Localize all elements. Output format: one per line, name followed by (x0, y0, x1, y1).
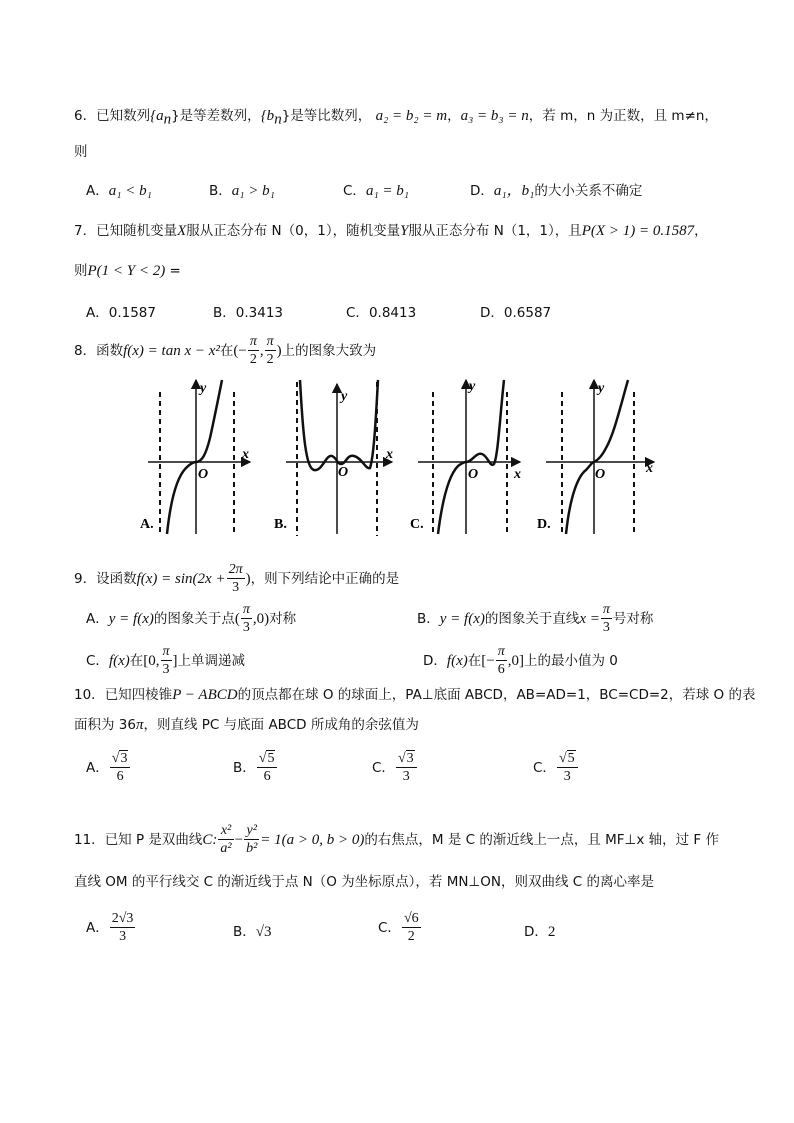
text-fragment: n (274, 111, 282, 128)
text-fragment: P(X > 1) = 0.1587 (581, 223, 695, 239)
text-fragment: − (234, 832, 244, 848)
text-fragment: f(x) (446, 653, 468, 669)
text-fragment: y = f(x) (439, 611, 485, 627)
text-fragment: 在 (467, 653, 482, 669)
curve (566, 380, 628, 534)
text-fragment: Y (400, 223, 409, 239)
text-fragment: 3 (406, 751, 414, 766)
text-fragment: B． (233, 760, 256, 776)
text-fragment: 2 (266, 352, 274, 367)
q11-stem-cont: 直线 OM 的平行线交 C 的渐近线于点 N（O 为坐标原点），若 MN⊥ON，则双曲线 C 的离心率是 (74, 874, 654, 890)
text-fragment: π (135, 717, 144, 733)
text-fragment: C． (378, 920, 401, 936)
q7-option-d[interactable] (480, 301, 551, 321)
text-fragment: ] (172, 653, 178, 669)
text-fragment: 3 (120, 751, 128, 766)
text-fragment: 设函数 (96, 571, 137, 587)
text-fragment: 上的图象大致为 (281, 343, 377, 359)
text-fragment: 已知 P 是双曲线 (104, 832, 203, 848)
text-fragment: f(x) = tan x − x² (123, 343, 220, 359)
text-fragment: {a (150, 108, 164, 124)
text-fragment: 2 (547, 924, 556, 940)
text-fragment: f(x) (108, 653, 130, 669)
q8-graph-options (140, 376, 660, 536)
q11-option-b[interactable] (233, 920, 272, 941)
text-fragment: π (249, 334, 257, 349)
text-fragment: 的图象关于直线 (484, 611, 580, 627)
q8-stem (74, 335, 376, 367)
text-fragment: x² (218, 824, 233, 840)
origin-label: O (338, 465, 349, 480)
text-fragment: 2 (407, 929, 415, 944)
text-fragment: D． (524, 924, 548, 940)
text-fragment: 3 (242, 620, 250, 635)
q9-option-b[interactable] (417, 603, 653, 635)
text-fragment: π (242, 602, 250, 617)
q6-stem (74, 106, 718, 130)
text-fragment: D． (470, 183, 494, 199)
text-fragment: a₁ > b₁ (231, 183, 275, 199)
q9-stem (74, 563, 399, 595)
text-fragment: ， (694, 223, 708, 239)
text-fragment: B． (417, 611, 440, 627)
text-fragment: ，则直线 PC 与底面 ABCD 所成角的余弦值为 (143, 717, 419, 733)
text-fragment: 在 (129, 653, 144, 669)
q7-option-c[interactable] (346, 301, 416, 321)
q11-option-a[interactable] (86, 912, 136, 944)
text-fragment: D． (423, 653, 447, 669)
q6-option-a[interactable] (86, 179, 152, 200)
text-fragment: , (259, 343, 264, 359)
text-fragment: √6 (403, 911, 419, 926)
text-fragment: X (177, 223, 187, 239)
text-fragment: a₂ = b₂ = m (375, 108, 448, 124)
y-label: y (469, 379, 476, 394)
q6-stem-cont: 则 (74, 144, 88, 160)
x-label: x (514, 467, 521, 482)
text-fragment: 3 (402, 769, 410, 784)
q10-stem (74, 685, 755, 705)
text-fragment: B． (209, 183, 232, 199)
text-fragment: x = (579, 611, 600, 627)
text-fragment: a² (220, 841, 232, 856)
text-fragment: 上的最小值为 0 (523, 653, 618, 669)
text-fragment: π (162, 644, 170, 659)
x-label: x (386, 447, 393, 462)
text-fragment: 2π (228, 562, 243, 577)
text-fragment: 的大小关系不确定 (534, 183, 643, 199)
text-fragment: 3 (602, 620, 610, 635)
x-label: x (242, 447, 249, 462)
text-fragment: D． (480, 305, 504, 321)
text-fragment: ) (245, 571, 251, 587)
text-fragment: 已知四棱锥 (104, 687, 173, 703)
text-fragment: 则 (74, 263, 88, 279)
curve (167, 380, 222, 534)
text-fragment: = 1(a > 0, b > 0) (260, 832, 365, 848)
text-fragment: 的顶点都在球 O 的球面上，PA⊥底面 ABCD，AB=AD=1，BC=CD=2，若球 O 的表 (237, 687, 756, 703)
text-fragment: y² (244, 824, 259, 840)
text-fragment: P(1 < Y < 2) (87, 263, 166, 279)
q11-option-d[interactable] (524, 920, 555, 941)
q8-graph-a[interactable] (140, 380, 250, 536)
origin-label: O (198, 467, 209, 482)
text-fragment: B． (213, 305, 236, 321)
text-fragment: 3 (119, 929, 127, 944)
y-label: y (341, 389, 348, 404)
q7-option-b[interactable] (213, 301, 283, 321)
text-fragment: C． (346, 305, 369, 321)
text-fragment: (− (233, 343, 247, 359)
q10-option-d[interactable]: C． $\frac{√5}{3}$ (533, 752, 579, 784)
y-label: y (598, 381, 605, 396)
text-fragment: }是等差数列， (171, 108, 261, 124)
text-fragment: 上单调递减 (177, 653, 246, 669)
text-fragment: A． (86, 183, 109, 199)
text-fragment: 11． (74, 832, 105, 848)
text-fragment: 服从正态分布 N（0，1），随机变量 (186, 223, 401, 239)
text-fragment: 的右焦点，M 是 C 的渐近线上一点，且 MF⊥x 轴，过 F 作 (364, 832, 719, 848)
text-fragment: a₁，b₁ (493, 183, 535, 199)
text-fragment: 7． (74, 223, 97, 239)
text-fragment: √3 (255, 924, 272, 940)
text-fragment: 10． (74, 687, 105, 703)
origin-label: O (595, 467, 606, 482)
text-fragment: 服从正态分布 N（1，1），且 (408, 223, 582, 239)
text-fragment: 2√3 (111, 911, 134, 926)
text-fragment: a₁ < b₁ (108, 183, 152, 199)
q8-graph-c[interactable] (410, 379, 521, 536)
text-fragment: ， (447, 108, 461, 124)
graph-label-d: D. (537, 517, 551, 532)
text-fragment: C． (372, 760, 395, 776)
q6-option-c[interactable] (343, 179, 409, 200)
text-fragment: A． (86, 305, 109, 321)
q7-option-a[interactable] (86, 301, 156, 321)
text-fragment: {b (260, 108, 275, 124)
text-fragment: 6． (74, 108, 97, 124)
q10-option-a[interactable]: A． $\frac{√3}{6}$ (86, 752, 131, 784)
text-fragment: A． (86, 920, 109, 936)
q8-graph-b[interactable] (274, 380, 393, 536)
q11-option-c[interactable] (378, 912, 422, 944)
q11-stem (74, 824, 719, 856)
graph-label-a: A. (140, 517, 154, 532)
text-fragment: 5 (567, 751, 575, 766)
q10-option-c[interactable]: C． $\frac{√3}{3}$ (372, 752, 418, 784)
text-fragment: 对称 (269, 611, 297, 627)
text-fragment: 0.1587 (108, 305, 156, 321)
text-fragment: 的图象关于点 (153, 611, 235, 627)
text-fragment: = (165, 263, 181, 279)
curve (438, 380, 504, 534)
text-fragment: 2 (249, 352, 257, 367)
text-fragment: π (497, 644, 505, 659)
q9-option-c[interactable] (86, 645, 245, 677)
graph-label-c: C. (410, 517, 424, 532)
q6-option-b[interactable] (209, 179, 275, 200)
q7-stem (74, 221, 708, 241)
text-fragment: C． (86, 653, 109, 669)
text-fragment: 已知数列 (96, 108, 151, 124)
q9-option-a[interactable] (86, 603, 296, 635)
text-fragment: 0.8413 (368, 305, 417, 321)
text-fragment: C． (533, 760, 556, 776)
text-fragment: [0, (143, 653, 160, 669)
y-label: y (200, 381, 207, 396)
text-fragment: 8． (74, 343, 97, 359)
text-fragment: [− (481, 653, 495, 669)
q6-option-d[interactable] (470, 179, 642, 200)
curve (300, 380, 378, 470)
text-fragment: π (602, 602, 610, 617)
text-fragment: 3 (162, 662, 170, 677)
x-label: x (646, 461, 653, 476)
text-fragment: a₃ = b₃ = n (460, 108, 529, 124)
text-fragment: a₁ = b₁ (365, 183, 409, 199)
text-fragment: n (163, 111, 172, 128)
text-fragment: b² (246, 841, 258, 856)
text-fragment: 6 (497, 662, 505, 677)
q10-stem-cont (74, 715, 419, 735)
origin-label: O (468, 467, 479, 482)
text-fragment: 3 (232, 580, 240, 595)
text-fragment: }是等比数列， (281, 108, 372, 124)
text-fragment: ,0) (252, 611, 270, 627)
text-fragment: ,0] (507, 653, 524, 669)
text-fragment: 5 (267, 751, 275, 766)
text-fragment: 在 (219, 343, 234, 359)
q10-option-b[interactable]: B． $\frac{√5}{6}$ (233, 752, 278, 784)
text-fragment: f(x) = sin(2x + (136, 571, 226, 587)
text-fragment: y = f(x) (108, 611, 154, 627)
text-fragment: 3 (563, 769, 571, 784)
text-fragment: A． (86, 611, 109, 627)
text-fragment: 6 (263, 769, 271, 784)
text-fragment: 9． (74, 571, 97, 587)
text-fragment: π (266, 334, 274, 349)
q8-graph-d[interactable] (537, 380, 654, 536)
text-fragment: 6 (116, 769, 124, 784)
q7-stem-cont (74, 261, 181, 281)
text-fragment: ，若 m，n 为正数，且 m≠n， (528, 108, 718, 124)
text-fragment: 号对称 (612, 611, 654, 627)
text-fragment: 已知随机变量 (96, 223, 178, 239)
text-fragment: P − ABCD (172, 687, 238, 703)
text-fragment: ) (276, 343, 282, 359)
q9-option-d[interactable] (423, 645, 618, 677)
text-fragment: A． (86, 760, 109, 776)
text-fragment: B． (233, 924, 256, 940)
text-fragment: 函数 (96, 343, 124, 359)
text-fragment: C: (202, 832, 218, 848)
text-fragment: 0.6587 (503, 305, 552, 321)
text-fragment: 面积为 36 (74, 717, 136, 733)
text-fragment: ，则下列结论中正确的是 (250, 571, 400, 587)
text-fragment: 0.3413 (235, 305, 284, 321)
graph-label-b: B. (274, 517, 287, 532)
text-fragment: C． (343, 183, 366, 199)
text-fragment: ( (234, 611, 240, 627)
